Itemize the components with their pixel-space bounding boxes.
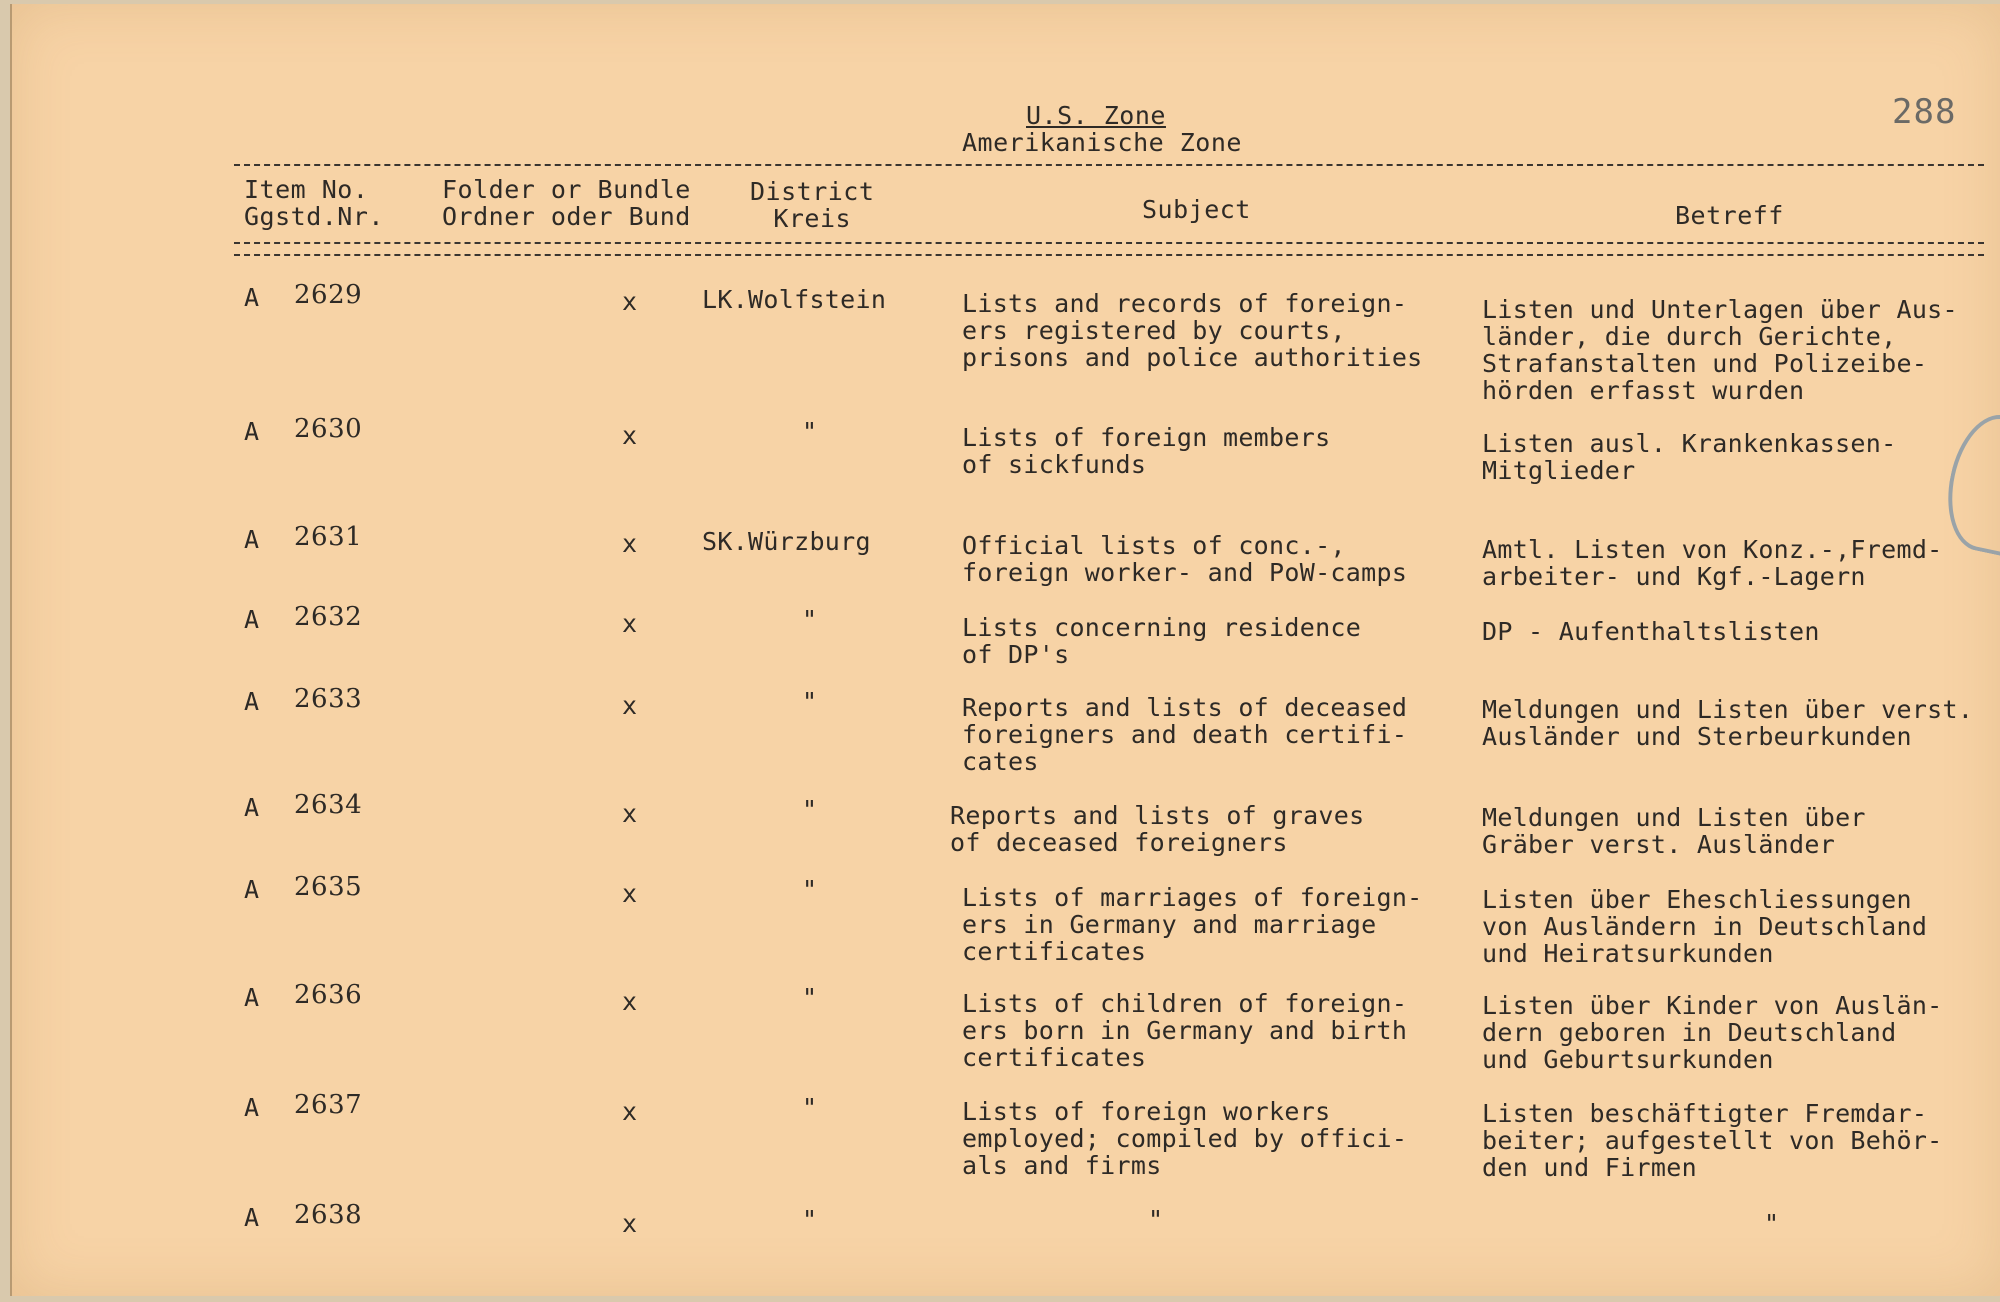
zone-subtitle: Amerikanische Zone (962, 128, 1242, 157)
folder-mark: x (622, 799, 638, 828)
item-number: 2630 (294, 414, 363, 444)
betreff: Meldungen und Listen über Gräber verst. Ausländer (1482, 803, 1866, 859)
district: " (802, 605, 818, 634)
item-prefix: A (244, 1203, 260, 1232)
district: " (802, 795, 818, 824)
page-number: 288 (1892, 92, 1957, 132)
subject: Lists concerning residence of DP's (962, 613, 1362, 669)
folder-mark: x (622, 287, 638, 316)
item-prefix: A (244, 417, 260, 446)
district: " (802, 983, 818, 1012)
district: SK.Würzburg (702, 527, 871, 556)
item-number: 2638 (294, 1200, 363, 1230)
subject: Official lists of conc.-, foreign worker- and PoW-camps (962, 531, 1408, 587)
district: " (802, 1093, 818, 1122)
item-prefix: A (244, 605, 260, 634)
district: " (802, 687, 818, 716)
folder-mark: x (622, 879, 638, 908)
subject: " (1148, 1205, 1164, 1234)
header-folder: Folder or Bundle Ordner oder Bund (442, 175, 691, 231)
item-number: 2636 (294, 980, 363, 1010)
document-page (10, 4, 2000, 1296)
header-district: District Kreis (750, 177, 875, 233)
header-subject: Subject (1142, 195, 1251, 224)
item-prefix: A (244, 793, 260, 822)
item-prefix: A (244, 983, 260, 1012)
item-number: 2635 (294, 872, 363, 902)
subject: Lists and records of foreign- ers registered by courts, prisons and police authorities (962, 289, 1423, 372)
header-rule-mid (234, 242, 1984, 244)
header-betreff: Betreff (1675, 201, 1784, 230)
district: " (802, 875, 818, 904)
header-rule-top (234, 164, 1984, 166)
item-prefix: A (244, 687, 260, 716)
item-number: 2637 (294, 1090, 363, 1120)
folder-mark: x (622, 609, 638, 638)
item-prefix: A (244, 875, 260, 904)
zone-title: U.S. Zone (1026, 101, 1166, 130)
betreff: Meldungen und Listen über verst. Ausländer und Sterbeurkunden (1482, 695, 1974, 751)
betreff: Listen über Eheschliessungen von Ausländern in Deutschland und Heiratsurkunden (1482, 885, 1928, 968)
header-item-no: Item No. Ggstd.Nr. (244, 175, 384, 231)
subject: Lists of foreign members of sickfunds (962, 423, 1331, 479)
betreff: " (1764, 1209, 1780, 1238)
item-number: 2633 (294, 684, 363, 714)
betreff: Listen ausl. Krankenkassen- Mitglieder (1482, 429, 1897, 485)
folder-mark: x (622, 1209, 638, 1238)
district: " (802, 1205, 818, 1234)
item-number: 2632 (294, 602, 363, 632)
folder-mark: x (622, 691, 638, 720)
betreff: Listen über Kinder von Auslän- dern geboren in Deutschland und Geburtsurkunden (1482, 991, 1943, 1074)
betreff: Listen und Unterlagen über Aus- länder, die durch Gerichte, Strafanstalten und Polizeibe- hörden erfasst wurden (1482, 295, 1958, 405)
folder-mark: x (622, 421, 638, 450)
subject: Reports and lists of deceased foreigners and death certifi- cates (962, 693, 1408, 776)
folder-mark: x (622, 987, 638, 1016)
district: " (802, 417, 818, 446)
subject: Reports and lists of graves of deceased foreigners (950, 801, 1365, 857)
betreff: Amtl. Listen von Konz.-,Fremd- arbeiter- und Kgf.-Lagern (1482, 535, 1943, 591)
header-rule-bottom (234, 254, 1984, 256)
folder-mark: x (622, 529, 638, 558)
item-prefix: A (244, 1093, 260, 1122)
betreff: Listen beschäftigter Fremdar- beiter; aufgestellt von Behör- den und Firmen (1482, 1099, 1943, 1182)
district: LK.Wolfstein (702, 285, 887, 314)
item-prefix: A (244, 525, 260, 554)
folder-mark: x (622, 1097, 638, 1126)
item-number: 2634 (294, 790, 363, 820)
paper-clip-icon (1937, 407, 2000, 559)
item-number: 2631 (294, 522, 363, 552)
subject: Lists of foreign workers employed; compiled by offici- als and firms (962, 1097, 1408, 1180)
subject: Lists of marriages of foreign- ers in Germany and marriage certificates (962, 883, 1423, 966)
item-prefix: A (244, 283, 260, 312)
item-number: 2629 (294, 280, 363, 310)
subject: Lists of children of foreign- ers born in Germany and birth certificates (962, 989, 1408, 1072)
betreff: DP - Aufenthaltslisten (1482, 617, 1820, 646)
